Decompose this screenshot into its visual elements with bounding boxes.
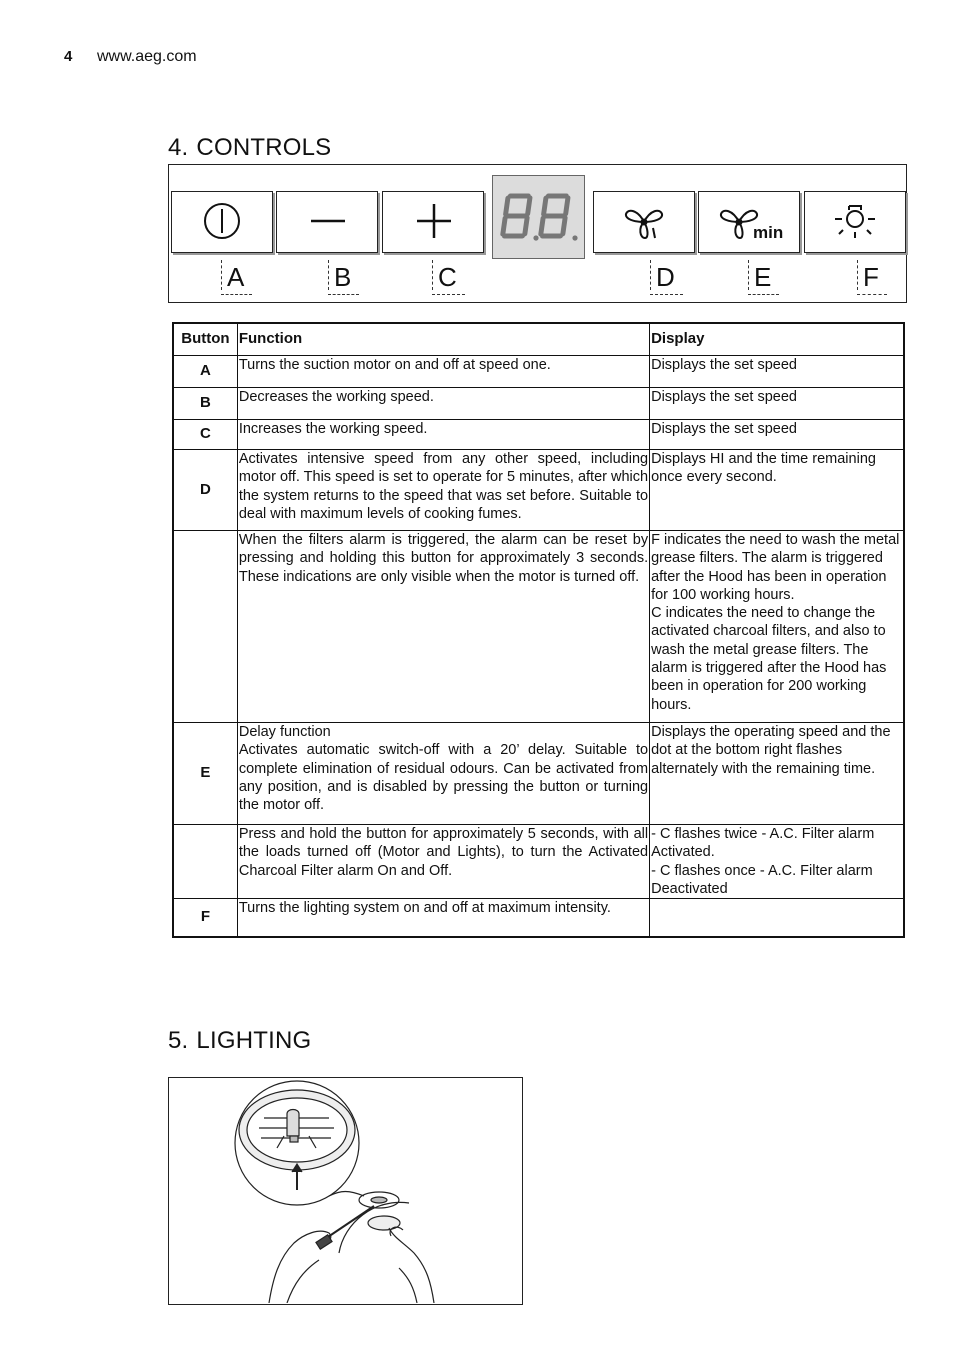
row-function: Activates intensive speed from any other speed, including motor off. This speed is set to operate for 5 minutes, after which the system returns to the speed that was set before. Suitable to deal with maximum levels of cooking fumes. [237, 450, 649, 531]
row-function: Increases the working speed. [237, 420, 649, 450]
fan-timer-icon [699, 192, 799, 252]
row-button-label: D [173, 450, 237, 531]
power-icon [172, 192, 272, 252]
minus-icon [277, 192, 377, 252]
table-row [173, 388, 904, 420]
table-row [173, 356, 904, 388]
website-link[interactable]: www.aeg.com [97, 48, 197, 65]
row-button-label: A [173, 356, 237, 388]
letter-a: A [221, 257, 250, 297]
row-button-label: E [173, 723, 237, 825]
row-display: Displays HI and the time remaining once every second. [650, 450, 904, 531]
min-label: min [753, 223, 784, 242]
lighting-section-number: 5. [168, 1027, 189, 1054]
header-function: Function [237, 323, 649, 356]
row-display: - C flashes twice - A.C. Filter alarm Activated. - C flashes once - A.C. Filter alarm Deactivated [650, 825, 904, 899]
controls-title: CONTROLS [196, 134, 332, 161]
controls-function-table [172, 322, 905, 938]
plus-icon [383, 192, 483, 252]
letter-b: B [328, 257, 357, 297]
seven-segment-display [493, 176, 583, 256]
speed-display [492, 175, 585, 259]
row-button-label: F [173, 899, 237, 937]
row-display: Displays the set speed [650, 388, 904, 420]
row-function: When the filters alarm is triggered, the alarm can be reset by pressing and holding this button for approximately 3 seconds. These indications are only visible when the motor is turned off. [237, 531, 649, 723]
row-button-label: C [173, 420, 237, 450]
lighting-illustration [168, 1077, 523, 1305]
control-panel-diagram [168, 164, 907, 303]
table-header-row [173, 323, 904, 356]
row-button-label [173, 825, 237, 899]
letter-e: E [748, 257, 777, 297]
lighting-heading [168, 1027, 311, 1055]
row-display: Displays the operating speed and the dot at the bottom right flashes alternately with the remaining time. [650, 723, 904, 825]
controls-heading [168, 134, 331, 162]
row-function: Delay function Activates automatic switch-off with a 20’ delay. Suitable to complete elimination of residual odours. Can be activated from any position, and is disabled by pressing the button or turning the motor off. [237, 723, 649, 825]
boost-speed-button[interactable] [593, 191, 695, 253]
table-row [173, 531, 904, 723]
row-function: Press and hold the button for approximately 5 seconds, with all the loads turned off (Motor and Lights), to turn the Activated Charcoal Filter alarm On and Off. [237, 825, 649, 899]
light-bulb-icon [805, 192, 905, 252]
decrease-speed-button[interactable] [276, 191, 378, 253]
header-button: Button [173, 323, 237, 356]
table-row [173, 420, 904, 450]
row-button-label [173, 531, 237, 723]
increase-speed-button[interactable] [382, 191, 484, 253]
table-row [173, 723, 904, 825]
row-display: Displays the set speed [650, 420, 904, 450]
letter-f: F [857, 257, 885, 297]
table-row [173, 899, 904, 937]
fan-boost-icon [594, 192, 694, 252]
letter-c: C [432, 257, 463, 297]
controls-section-number: 4. [168, 134, 189, 161]
row-button-label: B [173, 388, 237, 420]
page-number: 4 [64, 48, 73, 65]
row-display [650, 899, 904, 937]
table-row [173, 825, 904, 899]
power-button[interactable] [171, 191, 273, 253]
lamp-replacement-drawing [169, 1078, 521, 1303]
delay-timer-button[interactable] [698, 191, 800, 253]
row-display: Displays the set speed [650, 356, 904, 388]
light-button[interactable] [804, 191, 906, 253]
row-display: F indicates the need to wash the metal grease filters. The alarm is triggered after the Hood has been in operation for 100 working hours. C indicates the need to change the activated charcoal filters, and also to wash the metal grease filters. The alarm is triggered after the Hood has been in operation for 200 working hours. [650, 531, 904, 723]
lighting-title: LIGHTING [196, 1027, 312, 1054]
row-function: Decreases the working speed. [237, 388, 649, 420]
table-row [173, 450, 904, 531]
letter-d: D [650, 257, 681, 297]
row-function: Turns the suction motor on and off at speed one. [237, 356, 649, 388]
row-function: Turns the lighting system on and off at maximum intensity. [237, 899, 649, 937]
header-display: Display [650, 323, 904, 356]
